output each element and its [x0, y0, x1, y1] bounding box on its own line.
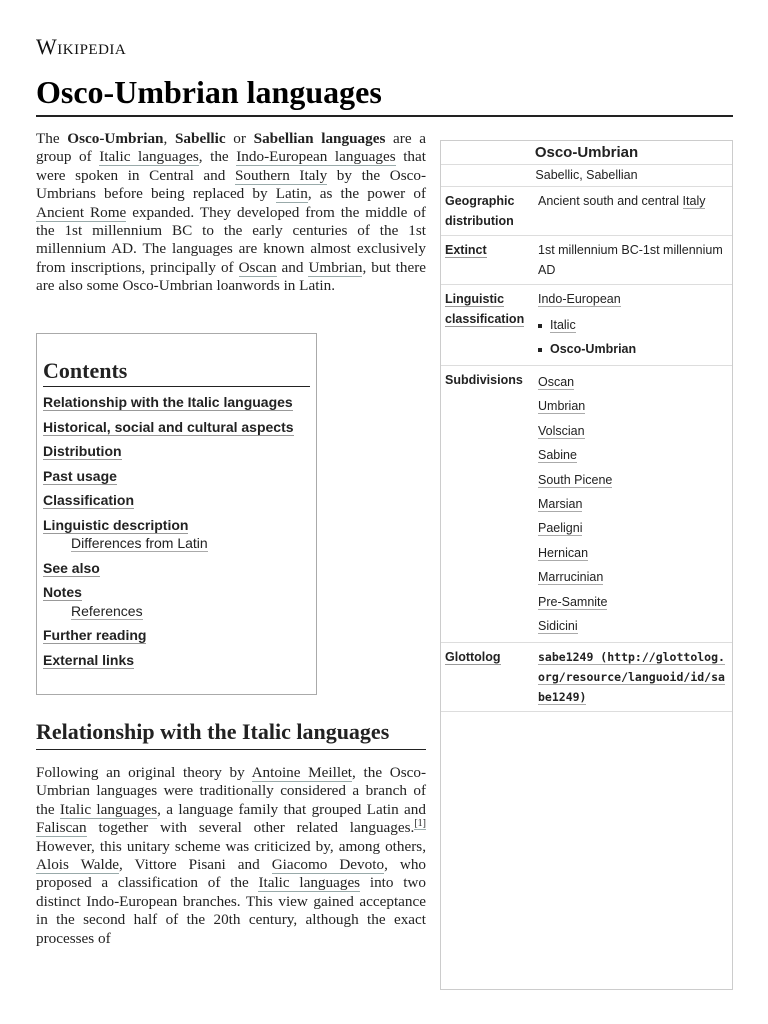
link-indo-european-languages[interactable]: Indo-European languages [236, 148, 396, 166]
link-marsian[interactable]: Marsian [538, 497, 583, 512]
link-oscan-sub[interactable]: Oscan [538, 375, 575, 389]
link-ancient-rome[interactable]: Ancient Rome [36, 203, 127, 221]
toc-item-distribution[interactable]: Distribution [43, 443, 122, 459]
infobox-row-glottolog [441, 643, 732, 712]
link-southern-italy[interactable]: Southern Italy [234, 166, 328, 184]
link-italic[interactable]: Italic [550, 318, 576, 332]
link-italic-languages[interactable]: Italic languages [99, 148, 199, 166]
bullet-icon [538, 348, 542, 352]
infobox-title: Osco-Umbrian [441, 141, 732, 165]
wikipedia-logo[interactable]: Wikipedia [36, 34, 127, 59]
link-pre-samnite[interactable]: Pre-Samnite [538, 594, 608, 609]
geo-label: Geographic distribution [445, 194, 515, 228]
lead-paragraph: The Osco-Umbrian, Sabellic or Sabellian languages are a group of Italic languages, the Indo-European languages that were spoken in Central and Southern Italy by the Osco-Umbrians before being replaced by Latin, as the power of Ancient Rome expanded. They developed from the middle of the 1st millennium BC to the early centuries of the 1st millennium AD. The languages are known almost exclusively from inscriptions, principally of Oscan and Umbrian, but there are also some Osco-Umbrian loanwords in Latin. [36, 130, 427, 295]
infobox-row-geographic [441, 187, 732, 236]
section-relationship [36, 716, 426, 948]
extinct-label[interactable]: Extinct [445, 243, 487, 257]
link-oscan[interactable]: Oscan [238, 258, 277, 276]
glottolog-label[interactable]: Glottolog [445, 650, 501, 665]
toc-item-relationship[interactable]: Relationship with the Italic languages [43, 394, 293, 410]
extinct-value: 1st millennium BC-1st millennium AD [538, 243, 723, 277]
citation-1[interactable]: [1] [414, 818, 426, 830]
subdivisions-label: Subdivisions [445, 373, 523, 387]
link-volscian[interactable]: Volscian [538, 423, 585, 438]
link-umbrian-sub[interactable]: Umbrian [538, 399, 586, 414]
class-osco-umbrian: Osco-Umbrian [550, 342, 637, 356]
table-of-contents [36, 333, 317, 695]
toc-item-external-links[interactable]: External links [43, 651, 135, 668]
infobox-row-subdivisions [441, 366, 732, 643]
link-faliscan[interactable]: Faliscan [36, 819, 87, 837]
classification-label[interactable]: Linguistic classification [445, 292, 525, 326]
glottolog-code-link[interactable]: sabe1249 (http://glottolog.org/resource/languoid/id/sabe1249) [538, 650, 725, 705]
infobox-row-classification [441, 285, 732, 366]
link-marrucinian[interactable]: Marrucinian [538, 570, 604, 585]
toc-item-see-also[interactable]: See also [43, 559, 100, 576]
section-paragraph: Following an original theory by Antoine Meillet, the Osco-Umbrian languages were traditionally considered a branch of the Italic languages, a language family that grouped Latin and Faliscan together with several other related languages.[1] However, this unitary scheme was criticized by, among others, Alois Walde, Vittore Pisani and Giacomo Devoto, who proposed a classification of the Italic languages into two distinct Indo-European branches. This view gained acceptance in the second half of the 20th century, although the exact processes of [36, 764, 427, 947]
toc-item-historical[interactable]: Historical, social and cultural aspects [43, 418, 294, 435]
language-infobox [440, 140, 733, 990]
link-latin[interactable]: Latin [275, 185, 308, 203]
link-sabine[interactable]: Sabine [538, 448, 577, 463]
link-south-picene[interactable]: South Picene [538, 472, 613, 487]
link-antoine-meillet[interactable]: Antoine Meillet [251, 764, 353, 781]
link-italic-languages-3[interactable]: Italic languages [258, 874, 361, 892]
toc-item-references[interactable]: References [71, 602, 143, 619]
toc-item-linguistic-description[interactable]: Linguistic description [43, 516, 189, 533]
link-italy[interactable]: Italy [682, 194, 706, 208]
toc-item-past-usage[interactable]: Past usage [43, 467, 117, 484]
toc-item-notes[interactable]: Notes [43, 584, 82, 600]
link-paeligni[interactable]: Paeligni [538, 521, 583, 536]
section-heading: Relationship with the Italic languages [36, 716, 426, 750]
link-giacomo-devoto[interactable]: Giacomo Devoto [271, 856, 385, 874]
toc-item-further-reading[interactable]: Further reading [43, 627, 147, 643]
toc-item-differences-from-latin[interactable]: Differences from Latin [71, 535, 208, 551]
link-indo-european[interactable]: Indo-European [538, 292, 621, 306]
infobox-alt-names: Sabellic, Sabellian [441, 165, 732, 187]
link-umbrian[interactable]: Umbrian [308, 258, 363, 276]
link-hernican[interactable]: Hernican [538, 545, 589, 560]
toc-heading: Contents [43, 358, 310, 387]
page-title: Osco-Umbrian languages [36, 74, 382, 110]
title-divider [36, 115, 733, 117]
link-alois-walde[interactable]: Alois Walde [36, 856, 120, 874]
link-italic-languages-2[interactable]: Italic languages [59, 800, 158, 818]
infobox-row-extinct [441, 236, 732, 285]
geo-value: Ancient south and central [538, 194, 683, 208]
toc-item-classification[interactable]: Classification [43, 492, 135, 508]
bullet-icon [538, 324, 542, 328]
link-sidicini[interactable]: Sidicini [538, 619, 578, 634]
